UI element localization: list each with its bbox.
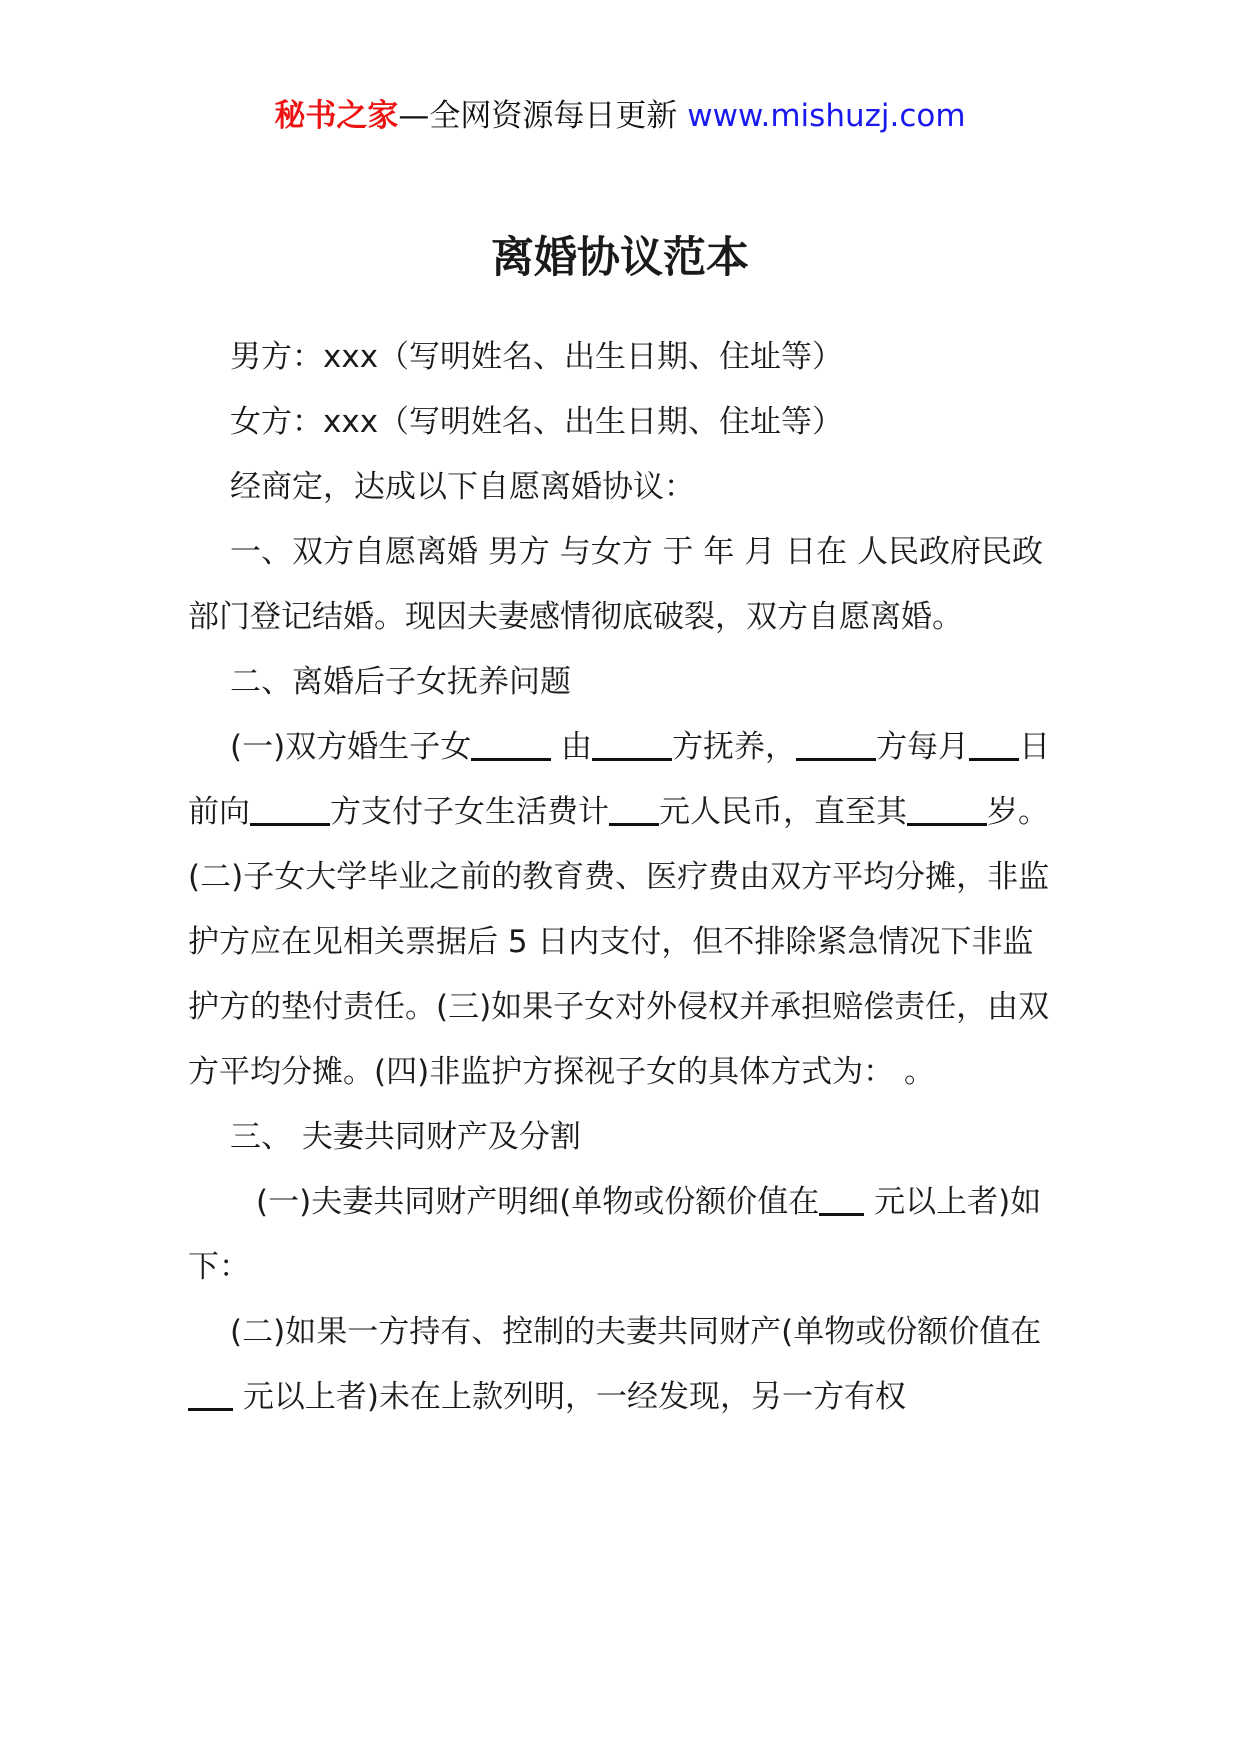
section-1: 一、双方自愿离婚 男方 与女方 于 年 月 日在 人民政府民政部门登记结婚。现因夫妻感情彻底破裂，双方自愿离婚。 [188,534,1043,635]
blank-field [819,1182,864,1216]
blank-field [907,792,987,826]
party-man: 男方：xxx（写明姓名、出生日期、住址等） [230,339,844,375]
blank-field [188,1377,233,1411]
section-3-item-1: (一)夫妻共同财产明细(单物或份额价值在 元以上者)如下： [188,1170,1056,1300]
website-link[interactable]: www.mishuzj.com [687,98,966,134]
site-banner [0,96,1240,136]
blank-field [250,792,330,826]
section-2-body: (一)双方婚生子女 由 方抚养， 方每月 日前向 方支付子女生活费计 元人民币，直至其 岁。(二)子女大学毕业之前的教育费、医疗费由双方平均分摊，非监护方应在见相关票据后 5 日内支付，但不排除紧急情况下非监护方的垫付责任。(三)如果子女对外侵权并承担赔偿责任，由双方平均分摊。(四)非监护方探视子女的具体方式为： 。 [188,715,1056,1105]
blank-field [969,727,1019,761]
blank-field [609,792,659,826]
blank-field [592,727,672,761]
document-body [188,325,1056,1430]
document-title: 离婚协议范本 [491,233,749,283]
section-3-item-2: (二)如果一方持有、控制的夫妻共同财产(单物或份额价值在 元以上者)未在上款列明，一经发现，另一方有权 [188,1300,1056,1430]
section-2-heading: 二、离婚后子女抚养问题 [230,664,571,700]
section-3-heading: 三、 夫妻共同财产及分割 [230,1119,581,1155]
blank-field [471,727,551,761]
banner-tagline: —全网资源每日更新 [398,98,678,134]
agreement-intro: 经商定，达成以下自愿离婚协议： [230,469,695,505]
brand-name: 秘书之家 [274,98,399,134]
party-woman: 女方：xxx（写明姓名、出生日期、住址等） [230,404,844,440]
blank-field [796,727,876,761]
